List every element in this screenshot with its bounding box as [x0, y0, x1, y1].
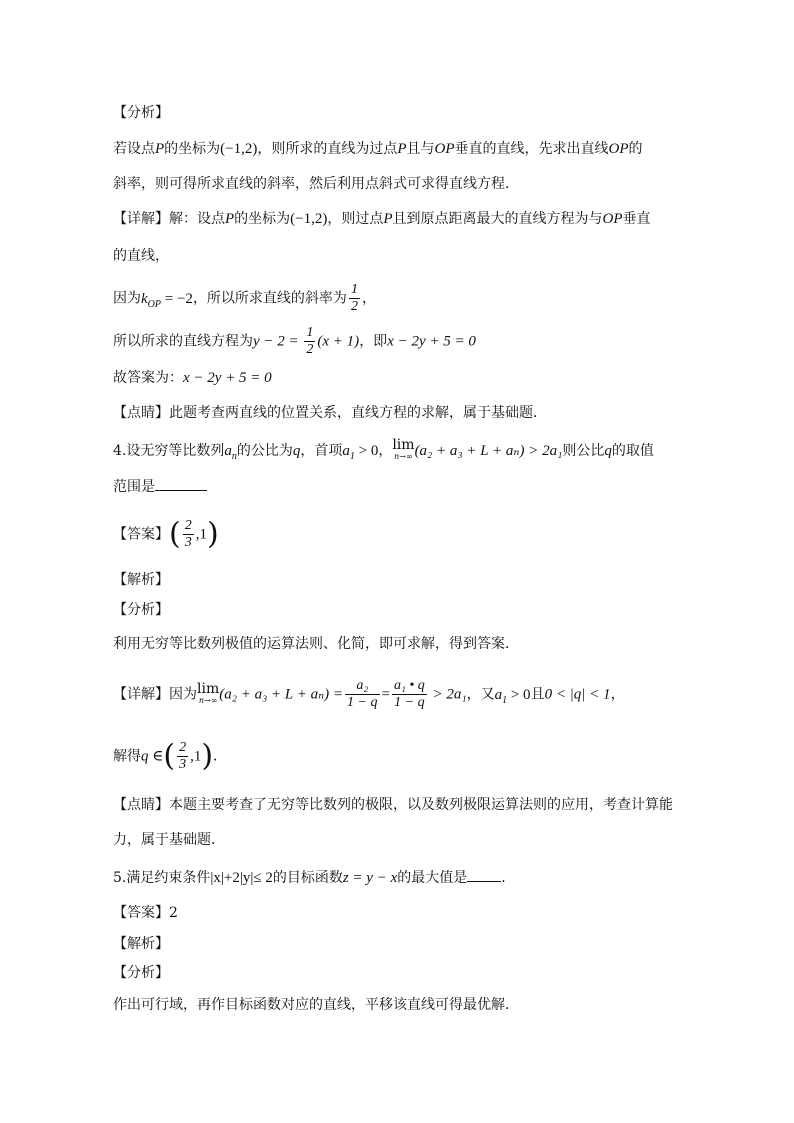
answer-5: [113, 903, 693, 923]
analysis-heading: 【分析】: [113, 105, 169, 121]
text: 因为: [113, 290, 141, 307]
text: ．: [501, 870, 516, 886]
math-point: (−1,2): [220, 141, 258, 157]
answer-blank: [155, 476, 207, 491]
answer-blank: [467, 867, 501, 882]
math-q: q: [292, 443, 301, 459]
math-eq-left: y − 2 =: [253, 333, 303, 350]
math-eq-right: (x + 1): [317, 333, 360, 350]
num: 1: [350, 282, 358, 297]
answer-4: [113, 518, 693, 551]
sub: 1: [349, 451, 355, 462]
paren-close: ): [206, 516, 219, 552]
section-explain: [113, 570, 693, 590]
text: 的最大值是: [397, 870, 468, 886]
question-5: [113, 867, 693, 888]
text: 的坐标为: [164, 141, 221, 157]
math-point: (−1,2): [290, 211, 328, 227]
fraction-half: [304, 325, 315, 358]
section-explain-5: [113, 934, 693, 954]
text: 【分析】: [113, 965, 169, 981]
text: 【分析】: [113, 602, 169, 618]
slope-op: [141, 290, 193, 310]
a: a: [494, 686, 503, 703]
math-p: P: [397, 141, 407, 157]
math-q-cond: 0 < |q| < 1: [544, 686, 611, 703]
text: 4.设无穷等比数列: [113, 443, 225, 459]
text: 【答案】: [113, 905, 169, 921]
lim-sub: n→∞: [394, 452, 413, 461]
math-eq-final: x − 2y + 5 = 0: [183, 370, 272, 386]
text: ，: [610, 686, 625, 703]
paren-open: (: [163, 738, 176, 774]
detail-line-1: [113, 209, 693, 229]
section-analysis: [113, 103, 693, 123]
text: 【答案】: [113, 526, 169, 543]
num: 2: [184, 518, 192, 533]
text: 5.满足约束条件: [113, 870, 211, 886]
math-p: P: [383, 211, 393, 227]
text: 所以所求的直线方程为: [113, 333, 253, 350]
math-a1: [494, 686, 531, 706]
math-lim-expr: (a₂ + a₃ + L + aₙ) > 2a₁: [414, 443, 563, 459]
lim-sub: n→∞: [198, 695, 218, 705]
text: 【解析】: [113, 936, 169, 952]
num: a₁ • q: [393, 678, 425, 693]
sub: OP: [147, 298, 162, 310]
text: ，又: [466, 686, 495, 703]
text: 【详解】解：设点: [113, 211, 225, 227]
text: 【详解】因为: [113, 686, 197, 703]
comment-4-line-2: [113, 830, 693, 850]
answer-line: [113, 368, 693, 388]
k: k: [141, 290, 148, 307]
math-p: P: [155, 141, 165, 157]
text: 斜率，则可得所求直线的斜率，然后利用点斜式可求得直线方程．: [113, 176, 519, 192]
math-eq-final: x − 2y + 5 = 0: [387, 333, 476, 350]
math-constraint: |x|+2|y|≤ 2: [210, 870, 273, 886]
text: 范围是: [113, 479, 155, 495]
fraction-a1q: [392, 678, 427, 711]
text: 垂直: [622, 211, 651, 227]
text: ，即: [359, 333, 388, 350]
a: a: [224, 443, 232, 459]
text: 的坐标为: [234, 211, 291, 227]
a: a: [342, 443, 350, 459]
text: 的目标函数: [272, 870, 343, 886]
text: 若设点: [113, 141, 155, 157]
math-objective: z = y − x: [342, 870, 398, 886]
paren-open: (: [169, 516, 181, 552]
limit-operator: [392, 439, 414, 463]
detail-line-3: [113, 282, 693, 315]
analysis-line-2: [113, 174, 693, 194]
val: = −2: [161, 290, 193, 307]
num: 1: [306, 325, 314, 340]
text: 的公比为: [236, 443, 293, 459]
text: 的直线，: [113, 248, 169, 264]
text: 【解析】: [113, 572, 169, 588]
text: 故答案为：: [113, 370, 183, 386]
math-op: OP: [602, 211, 623, 227]
text: 且与: [406, 141, 435, 157]
math-tail: ,1: [190, 748, 202, 765]
fraction-a2: [345, 678, 379, 711]
text: 且: [530, 686, 545, 703]
analysis-4: [113, 634, 693, 654]
den: 1 − q: [347, 695, 378, 710]
detail-line-2: [113, 246, 693, 266]
num: 2: [179, 740, 187, 755]
limit-operator: [197, 680, 220, 707]
lim: lim: [392, 437, 415, 453]
math-tail: > 2a₁: [428, 686, 467, 703]
detail-4-line-1: 【详解】因为 lim n→∞ (a₂ + a₃ + L + aₙ) = $\frac{\text{a₂}}{1 - q}$ = $\frac{\text{a₁ • q}}{1 - q}$ > 2a₁，又$a_1 > 0$且0 < |q| < 1，: [113, 678, 625, 710]
text: ，则所求的直线为过点: [257, 141, 398, 157]
answer-value: 2: [169, 905, 178, 921]
comment-line: [113, 403, 693, 423]
math-lim-expr: (a₂ + a₃ + L + aₙ) =: [219, 686, 344, 703]
fraction-half: [349, 282, 360, 315]
sub: n: [231, 451, 237, 462]
math-a1: [342, 443, 379, 462]
fraction-two-thirds: [183, 518, 194, 551]
den: 3: [184, 535, 192, 550]
text: ，则过点: [327, 211, 384, 227]
text: 垂直的直线，先求出直线: [454, 141, 609, 157]
den: 2: [306, 342, 314, 357]
text: ，: [378, 443, 393, 459]
den: 1 − q: [394, 695, 425, 710]
text: 力，属于基础题．: [113, 832, 225, 848]
math-tail: ,1: [195, 526, 207, 543]
text: 【点睛】此题考查两直线的位置关系，直线方程的求解，属于基础题．: [113, 405, 547, 421]
text: 的取值: [611, 443, 654, 459]
text: ，所以所求直线的斜率为: [192, 290, 347, 307]
lim: lim: [197, 680, 220, 697]
math-op: OP: [608, 141, 629, 157]
math-q: q: [604, 443, 612, 459]
math-p: P: [225, 211, 235, 227]
analysis-line-1: [113, 139, 693, 159]
text: ，: [361, 290, 376, 307]
text: ．: [213, 748, 228, 765]
math-an: [224, 443, 237, 462]
text: 解得: [113, 748, 141, 765]
question-4-line-1: [113, 439, 693, 467]
fraction-two-thirds: [177, 740, 188, 773]
section-analysis-5: [113, 963, 693, 983]
comment-4-line-1: [113, 795, 693, 815]
cond: > 0: [507, 686, 531, 703]
text: 且到原点距离最大的直线方程为与: [392, 211, 603, 227]
question-4-line-2: [113, 476, 693, 497]
text: 作出可行域，再作目标函数对应的直线，平移该直线可得最优解．: [113, 997, 519, 1013]
paren-close: ): [201, 738, 214, 774]
sub: 1: [502, 694, 508, 706]
analysis-5: [113, 995, 693, 1015]
detail-line-4: [113, 325, 693, 358]
num: a₂: [345, 678, 379, 695]
den: 3: [179, 757, 187, 772]
den: 2: [350, 299, 358, 314]
math-q-in: q ∈: [141, 748, 164, 765]
text: 则公比: [562, 443, 605, 459]
text: 的: [628, 141, 643, 157]
detail-4-line-2: [113, 740, 693, 773]
section-analysis-2: [113, 600, 693, 620]
text: 【点睛】本题主要考查了无穷等比数列的极限，以及数列极限运算法则的应用，考查计算能: [113, 797, 673, 813]
text: ，首项: [300, 443, 343, 459]
text: 利用无穷等比数列极值的运算法则、化简，即可求解，得到答案．: [113, 636, 519, 652]
math-op: OP: [434, 141, 455, 157]
cond: > 0: [354, 443, 379, 459]
